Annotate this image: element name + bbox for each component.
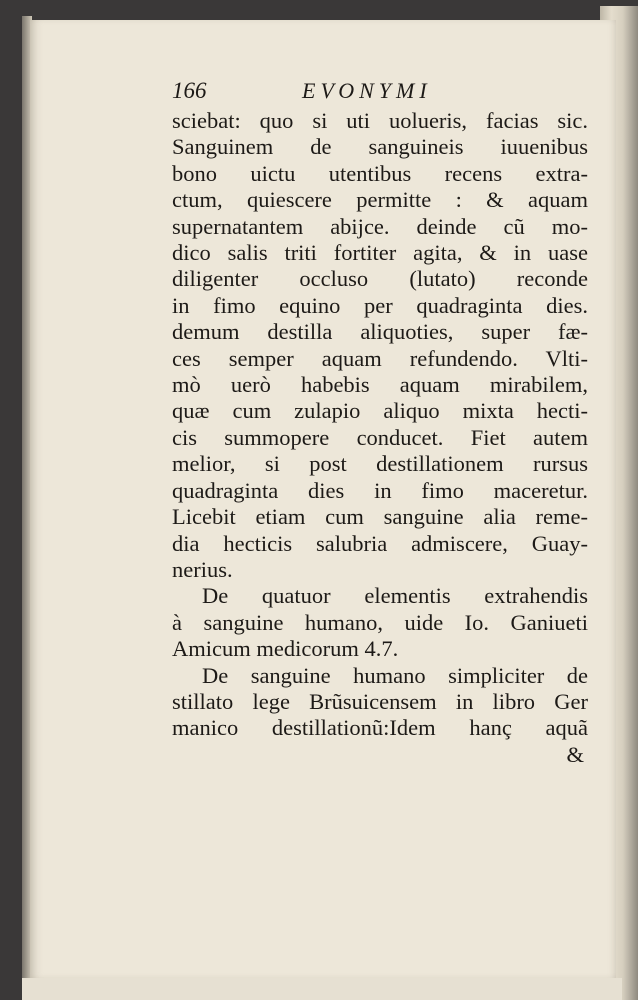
text-line: supernatantem abijce. deinde cũ mo- [172,213,588,239]
text-line: stillato lege Brũsuicensem in libro Ger [172,688,588,714]
catchword: & [566,741,584,767]
text-line: manico destillationũ:Idem hanç aquã [172,715,588,741]
text-line: quadraginta dies in fimo maceretur. [172,477,588,503]
text-line: dia hecticis salubria admiscere, Guay- [172,530,588,556]
text-line: demum destilla aliquoties, super fæ- [172,319,588,345]
page-text-block [172,78,588,768]
text-line: Amicum medicorum 4.7. [172,636,399,662]
paragraph-1 [172,108,588,583]
text-line: bono uictu utentibus recens extra- [172,160,588,186]
text-line: De quatuor elementis extrahendis [202,583,588,609]
text-line: cis summopere conducet. Fiet autem [172,424,588,450]
text-line: in fimo equino per quadraginta dies. [172,292,588,318]
text-line: De sanguine humano simpliciter de [202,662,588,688]
text-line: ces semper aquam refundendo. Vlti- [172,345,588,371]
text-line: mò uerò habebis aquam mirabilem, [172,372,588,398]
page-header [172,78,588,108]
text-line: nerius. [172,556,233,582]
text-line: Licebit etiam cum sanguine alia reme- [172,504,588,530]
text-line: ctum, quiescere permitte : & aquam [172,187,588,213]
text-line: Sanguinem de sanguineis iuuenibus [172,134,588,160]
page-number: 166 [172,78,207,103]
paragraph-3 [172,663,588,742]
paragraph-2 [172,583,588,662]
page-bottom-edge [22,978,622,1000]
text-line: diligenter occluso (lutato) reconde [172,266,588,292]
text-line: quæ cum zulapio aliquo mixta hecti- [172,398,588,424]
running-head: EVONYMI [302,78,432,103]
text-line: melior, si post destillationem rursus [172,451,588,477]
text-line: à sanguine humano, uide Io. Ganiueti [172,609,588,635]
text-line: dico salis triti fortiter agita, & in uase [172,240,588,266]
text-line: sciebat: quo si uti uolueris, facias sic. [172,108,588,133]
